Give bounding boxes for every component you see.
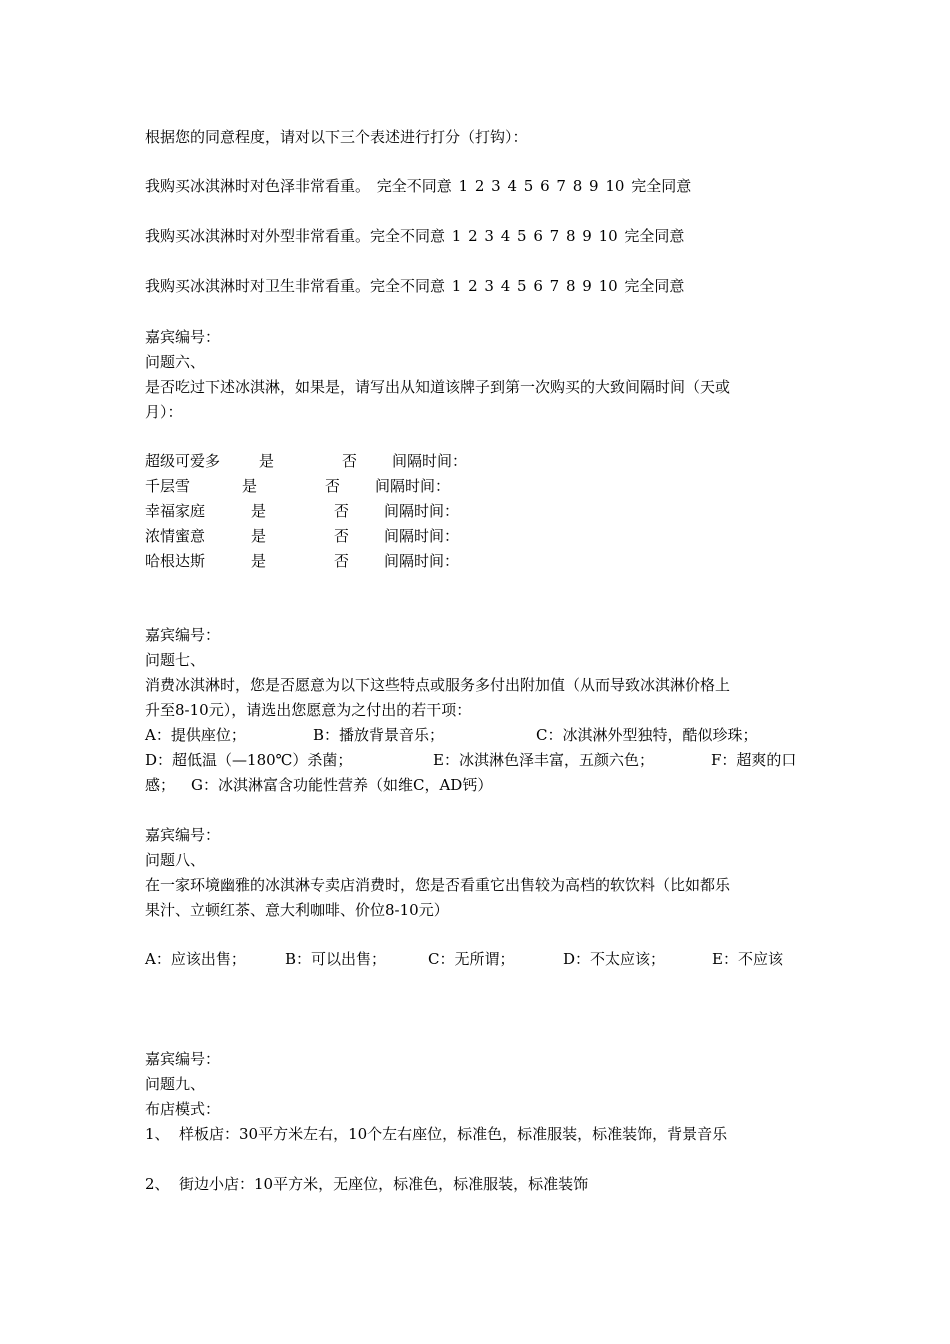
q9-list-item — [145, 1124, 825, 1144]
no-option: 否 — [342, 452, 358, 470]
q7-title: 问题七、 — [145, 651, 206, 669]
brand-name: 幸福家庭 — [145, 502, 206, 520]
option-g: G：冰淇淋富含功能性营养（如维C，AD钙） — [191, 776, 493, 794]
brand-name: 超级可爱多 — [145, 452, 221, 470]
option-c: C：冰淇淋外型独特，酷似珍珠； — [536, 726, 758, 744]
list-number: 2、 — [145, 1175, 170, 1193]
yes-option: 是 — [259, 452, 275, 470]
q7-options-row — [145, 775, 825, 795]
option-d: D：不太应该； — [563, 950, 666, 968]
q7-options-row — [145, 750, 825, 770]
option-a: A：提供座位； — [145, 726, 246, 744]
brand-name: 哈根达斯 — [145, 552, 206, 570]
q8-prompt-line2: 果汁、立顿红茶、意大利咖啡、价位8-10元） — [145, 901, 449, 919]
q8-title: 问题八、 — [145, 851, 206, 869]
rating-item-color: 我购买冰淇淋时对色泽非常看重。 完全不同意 1 2 3 4 5 6 7 8 9 10 完全同意 — [145, 177, 692, 195]
brand-row — [145, 526, 825, 546]
q9-title: 问题九、 — [145, 1075, 206, 1093]
q7-prompt-line1: 消费冰淇淋时，您是否愿意为以下这些特点或服务多付出附加值（从而导致冰淇淋价格上 — [145, 676, 731, 694]
rating-item-hygiene: 我购买冰淇淋时对卫生非常看重。完全不同意 1 2 3 4 5 6 7 8 9 10 完全同意 — [145, 277, 685, 295]
q6-title: 问题六、 — [145, 353, 206, 371]
q7-guest-id: 嘉宾编号： — [145, 626, 221, 644]
yes-option: 是 — [251, 552, 267, 570]
interval-label: 间隔时间： — [384, 502, 460, 520]
no-option: 否 — [325, 477, 341, 495]
list-text: 街边小店：10平方米，无座位，标准色，标准服装，标准装饰 — [179, 1175, 589, 1193]
no-option: 否 — [334, 552, 350, 570]
option-b: B：播放背景音乐； — [313, 726, 445, 744]
brand-row — [145, 451, 825, 471]
brand-name: 千层雪 — [145, 477, 191, 495]
q8-prompt-line1: 在一家环境幽雅的冰淇淋专卖店消费时，您是否看重它出售较为高档的软饮料（比如都乐 — [145, 876, 731, 894]
q8-options-row — [145, 949, 825, 969]
q8-guest-id: 嘉宾编号： — [145, 826, 221, 844]
interval-label: 间隔时间： — [375, 477, 451, 495]
option-a: A：应该出售； — [145, 950, 246, 968]
option-d: D：超低温（—180℃）杀菌； — [145, 751, 353, 769]
option-f: F：超爽的口 — [711, 751, 797, 769]
q6-prompt-line2: 月）： — [145, 403, 183, 421]
interval-label: 间隔时间： — [384, 527, 460, 545]
q9-guest-id: 嘉宾编号： — [145, 1050, 221, 1068]
list-text: 样板店：30平方米左右，10个左右座位，标准色，标准服装，标准装饰，背景音乐 — [179, 1125, 728, 1143]
brand-row — [145, 476, 825, 496]
yes-option: 是 — [251, 527, 267, 545]
yes-option: 是 — [242, 477, 258, 495]
yes-option: 是 — [251, 502, 267, 520]
brand-row — [145, 551, 825, 571]
option-f-cont: 感； — [145, 776, 176, 794]
interval-label: 间隔时间： — [392, 452, 468, 470]
option-e: E：不应该 — [712, 950, 783, 968]
no-option: 否 — [334, 502, 350, 520]
q9-subtitle: 布店模式： — [145, 1100, 221, 1118]
q9-list-item — [145, 1174, 825, 1194]
option-b: B：可以出售； — [285, 950, 387, 968]
brand-row — [145, 501, 825, 521]
list-number: 1、 — [145, 1125, 170, 1143]
option-e: E：冰淇淋色泽丰富，五颜六色； — [433, 751, 654, 769]
rating-item-shape: 我购买冰淇淋时对外型非常看重。完全不同意 1 2 3 4 5 6 7 8 9 10 完全同意 — [145, 227, 685, 245]
q7-prompt-line2: 升至8-10元），请选出您愿意为之付出的若干项： — [145, 701, 472, 719]
brand-name: 浓情蜜意 — [145, 527, 206, 545]
interval-label: 间隔时间： — [384, 552, 460, 570]
option-c: C：无所谓； — [428, 950, 515, 968]
q6-prompt-line1: 是否吃过下述冰淇淋，如果是，请写出从知道该牌子到第一次购买的大致间隔时间（天或 — [145, 378, 731, 396]
q7-options-row — [145, 725, 825, 745]
no-option: 否 — [334, 527, 350, 545]
rating-intro: 根据您的同意程度，请对以下三个表述进行打分（打钩）： — [145, 128, 528, 146]
q6-guest-id: 嘉宾编号： — [145, 328, 221, 346]
